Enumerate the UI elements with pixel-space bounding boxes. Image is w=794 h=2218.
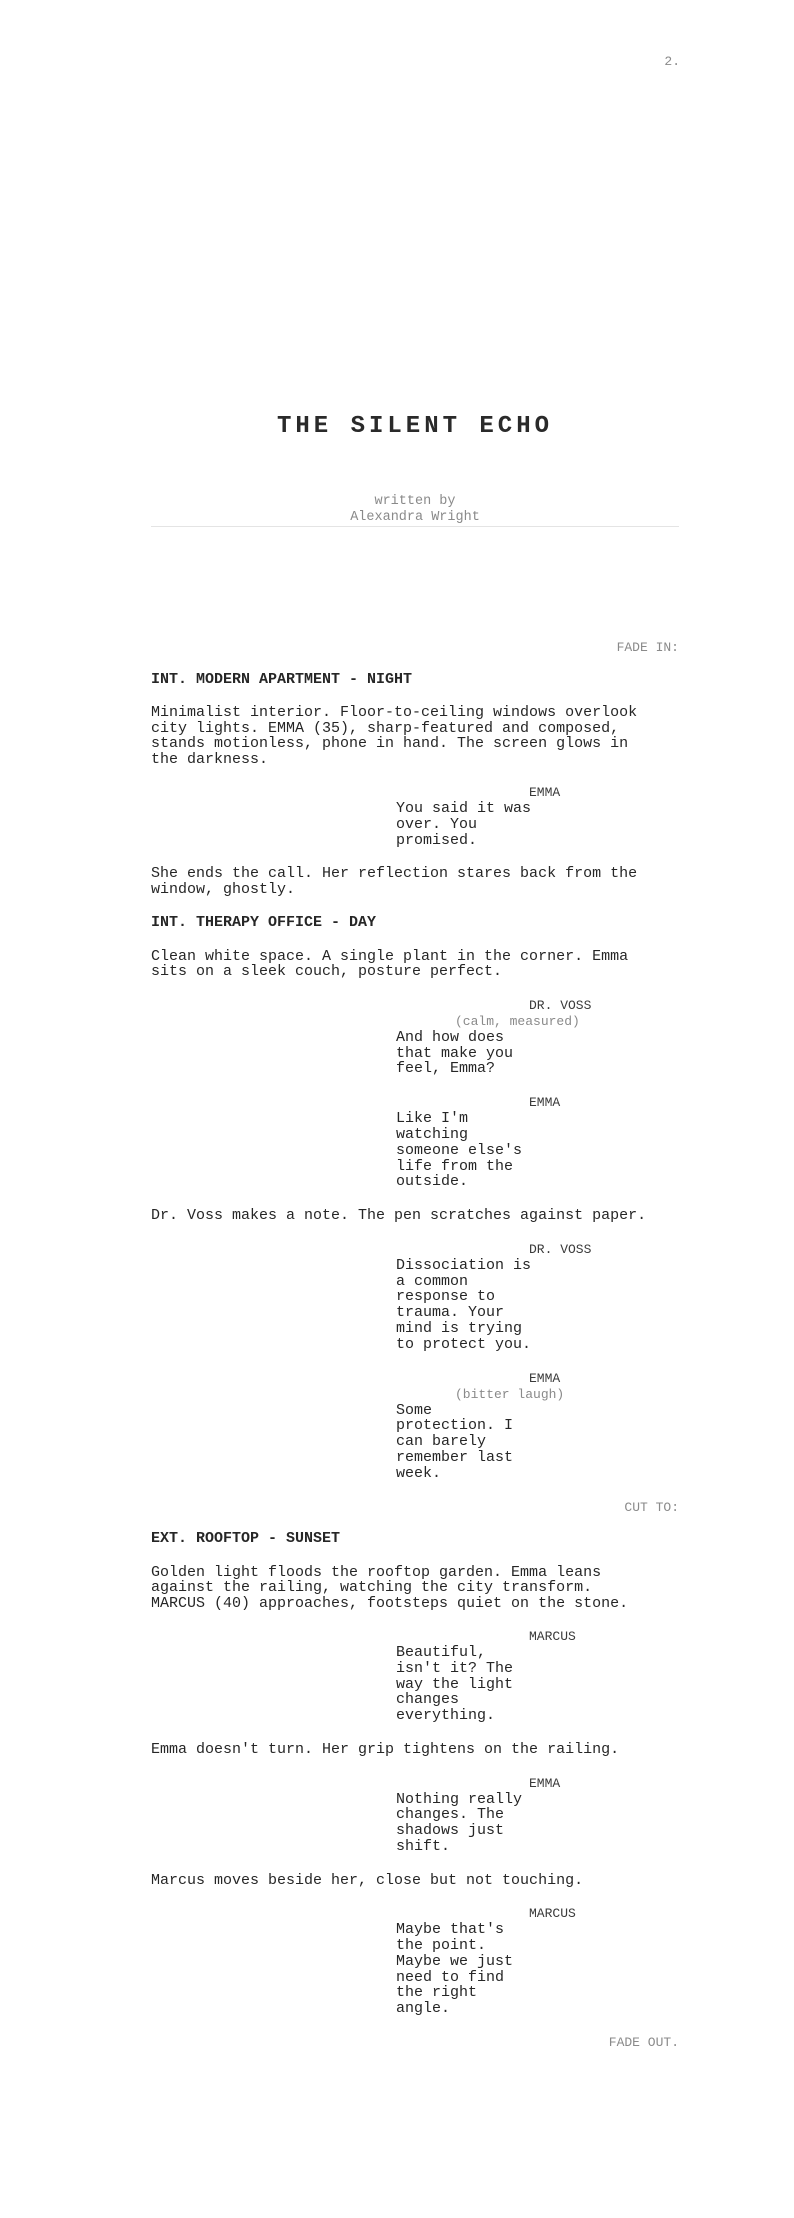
action-text: Emma doesn't turn. Her grip tightens on the railing. xyxy=(151,1741,620,1759)
dialogue-line: Nothing really changes. The shadows just shift. xyxy=(396,1790,523,1855)
character-name: EMMA xyxy=(529,785,561,800)
dialogue-line: Maybe that's the point. Maybe we just need to find the right angle. xyxy=(396,1921,514,2018)
transition: FADE OUT. xyxy=(608,2034,679,2050)
title-block xyxy=(151,408,679,525)
character-name: DR. VOSS xyxy=(529,1241,592,1257)
dialogue-line: Like I'm watching someone else's life from the outside. xyxy=(396,1110,523,1191)
script-body xyxy=(151,640,679,2066)
dialogue-block xyxy=(151,1906,679,2017)
transition: FADE IN: xyxy=(616,640,679,655)
scene-heading: INT. MODERN APARTMENT - NIGHT xyxy=(151,670,413,688)
dialogue-block xyxy=(151,1629,679,1724)
character-name: EMMA xyxy=(529,1370,561,1386)
character-name: DR. VOSS xyxy=(529,997,592,1013)
dialogue-block xyxy=(151,785,679,848)
character-name: MARCUS xyxy=(529,1629,576,1645)
dialogue-line: Some protection. I can barely remember last week. xyxy=(396,1401,514,1482)
transition: CUT TO: xyxy=(624,1499,679,1515)
scene-heading: EXT. ROOFTOP - SUNSET xyxy=(151,1530,341,1548)
action-text: Marcus moves beside her, close but not touching. xyxy=(151,1871,584,1889)
action-text: Clean white space. A single plant in the corner. Emma sits on a sleek couch, posture perfect. xyxy=(151,947,629,981)
scene-heading: INT. THERAPY OFFICE - DAY xyxy=(151,914,377,932)
dialogue-line: Beautiful, isn't it? The way the light changes everything. xyxy=(396,1644,514,1725)
written-by-label: written by xyxy=(374,494,456,509)
title-divider xyxy=(151,526,679,527)
dialogue-block xyxy=(151,1776,679,1855)
character-name: EMMA xyxy=(529,1095,561,1111)
dialogue-block xyxy=(151,1242,679,1353)
character-name: MARCUS xyxy=(529,1906,576,1922)
parenthetical: (bitter laugh) xyxy=(455,1386,565,1402)
dialogue-line: And how does that make you feel, Emma? xyxy=(396,1028,514,1078)
dialogue-block xyxy=(151,1371,679,1482)
byline xyxy=(151,494,679,525)
action-text: Minimalist interior. Floor-to-ceiling windows overlook city lights. EMMA (35), sharp-featured and composed, stands motionless, phone in hand. The screen glows in the darkness. xyxy=(151,704,638,768)
screenplay-title: THE SILENT ECHO xyxy=(276,413,554,440)
action-text: She ends the call. Her reflection stares back from the window, ghostly. xyxy=(151,865,638,898)
action-text: Dr. Voss makes a note. The pen scratches against paper. xyxy=(151,1207,647,1225)
dialogue-line: Dissociation is a common response to trauma. Your mind is trying to protect you. xyxy=(396,1256,532,1353)
parenthetical: (calm, measured) xyxy=(455,1013,580,1029)
character-name: EMMA xyxy=(529,1775,561,1791)
dialogue-line: You said it was over. You promised. xyxy=(396,800,532,849)
author-name: Alexandra Wright xyxy=(350,509,480,525)
dialogue-block xyxy=(151,998,679,1077)
action-text: Golden light floods the rooftop garden. Emma leans against the railing, watching the city transform. MARCUS (40) approaches, footsteps quiet on the stone. xyxy=(151,1563,629,1612)
page-number: 2. xyxy=(664,54,680,69)
dialogue-block xyxy=(151,1095,679,1190)
